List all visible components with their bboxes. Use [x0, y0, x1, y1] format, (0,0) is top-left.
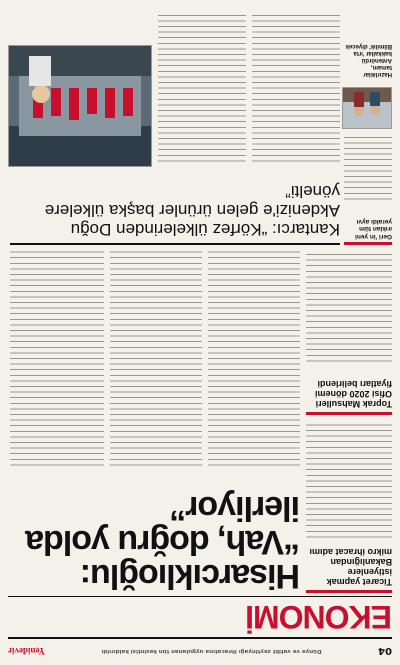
- side-story-divider: [344, 242, 392, 245]
- section-title: EKONOMİ: [246, 599, 392, 635]
- market-photo: [342, 87, 392, 129]
- side-story-headline: Geri 'in yeni ırıklan tüm yeraldı ayvı: [355, 218, 392, 240]
- top-note: Dünya ve vatikt zeytinyağı ihracatına uygulanan tün kesintisi kaldırıldı: [101, 648, 322, 654]
- main-story-body-col3: [10, 251, 104, 469]
- brand-logo: Yeniđevir: [8, 646, 46, 656]
- side-story-divider: [306, 590, 392, 593]
- main-story-body-col2: [110, 251, 202, 469]
- feature-body-col2: [158, 15, 246, 165]
- feature-story: [10, 169, 340, 245]
- market-photo-image: [343, 88, 391, 128]
- production-photo-image: [9, 46, 151, 166]
- side-story-headline: Hazırlıklar tamam, Antenördü bakkallar 'ırta Bilmilık' diyecek: [345, 43, 392, 77]
- side-story-headline: Ticaret yapmak istiyenlere Bakanlığından mikro ihracat adımı: [309, 547, 392, 587]
- section-bar: [8, 596, 392, 639]
- production-photo: [8, 45, 152, 167]
- side-story-headline: Toprak Mahsulleri Ofisi 2020 dönemi fiyatları belirlendi: [314, 379, 392, 409]
- side-story-divider: [306, 412, 392, 415]
- side-story-body: [306, 423, 392, 541]
- page-number: 04: [378, 645, 392, 657]
- side-story-body: [306, 251, 392, 365]
- side-story-body: [344, 133, 392, 203]
- main-story-body-col1: [208, 251, 300, 469]
- main-headline: Hisarcıklıoğlu: “Vah, doğru yolda ilerliyor”: [26, 489, 300, 595]
- page-header: [8, 643, 392, 659]
- feature-body-col1: [252, 15, 340, 165]
- feature-headline: Kantarcı: “Körfez ülkelerinden Doğu Akdenizi'e gelen ürünler başka ülkelere yönelti”: [44, 182, 340, 239]
